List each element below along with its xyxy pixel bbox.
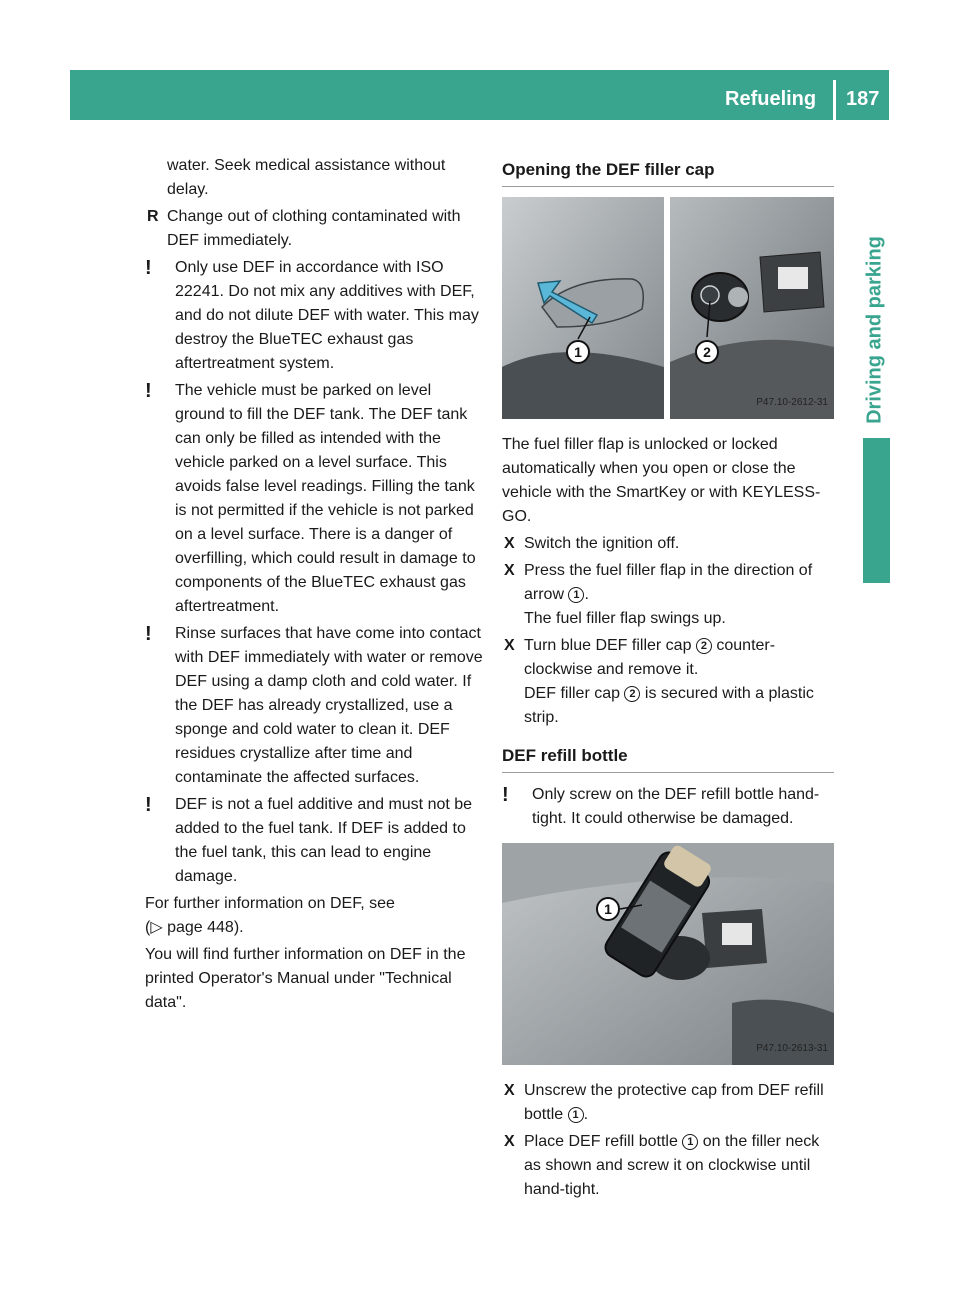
info-paragraph: You will find further information on DEF in the printed Operator's Manual under "Technical data". <box>145 946 466 1011</box>
callout-ref: 2 <box>624 686 640 702</box>
warning-icon: ! <box>145 623 152 645</box>
warning-text: DEF is not a fuel additive and must not be added to the fuel tank. If DEF is added to the fuel tank, this can lead to engine damage. <box>175 796 473 885</box>
left-column <box>145 154 485 1018</box>
figure-def-filler-cap <box>502 197 834 419</box>
warning-text: The vehicle must be parked on level ground to fill the DEF tank. The DEF tank can only be filled as intended with the vehicle parked on a level surface. This avoids false level readings. Filling the tank is not permitted if the vehicle is not parked on a level surface. There is a danger of overfilling, which could result in damage to components of the BlueTEC exhaust gas aftertreatment. <box>175 382 476 615</box>
figure-def-refill-bottle <box>502 843 834 1065</box>
warning-text: Only screw on the DEF refill bottle hand-tight. It could otherwise be damaged. <box>532 786 820 827</box>
page-reference-link[interactable] <box>145 916 485 940</box>
step-item <box>502 634 834 730</box>
step-text: Unscrew the protective cap from DEF refill bottle <box>524 1082 824 1123</box>
page-ref-text: page 448). <box>162 919 244 936</box>
reference-paragraph <box>145 892 485 940</box>
warning-icon: ! <box>145 380 152 402</box>
warning-text: Only use DEF in accordance with ISO 22241. Do not mix any additives with DEF, and do not dilute DEF with water. This may destroy the BlueTEC exhaust gas aftertreatment system. <box>175 259 479 372</box>
bullet-item <box>145 205 485 253</box>
step-text: Place DEF refill bottle <box>524 1133 683 1150</box>
header-divider <box>833 80 836 120</box>
step-marker: X <box>504 1082 515 1099</box>
continued-paragraph: water. Seek medical assistance without delay. <box>167 157 446 198</box>
step-item <box>502 559 834 631</box>
callout-ref: 1 <box>568 1107 584 1123</box>
right-column <box>502 154 834 1205</box>
step-text: Press the fuel filler flap in the direction of arrow <box>524 562 813 603</box>
step-result: The fuel filler flap swings up. <box>524 610 726 627</box>
step-item <box>502 1130 834 1202</box>
bullet-text: Change out of clothing contaminated with DEF immediately. <box>167 208 461 249</box>
step-item <box>502 1079 834 1127</box>
page-number: 187 <box>846 88 880 110</box>
warning-icon: ! <box>502 784 509 806</box>
chapter-side-tab <box>860 236 890 424</box>
callout-ref: 2 <box>696 638 712 654</box>
refill-bottle-illustration <box>502 843 834 1065</box>
warning-text: Rinse surfaces that have come into contact with DEF immediately with water or remove DEF using a damp cloth and cold water. If the DEF has already crystallized, use a sponge and cold water to clean it. DEF residues crystallize after time and contaminate the affected surfaces. <box>175 625 483 786</box>
step-result-text-end: is secured with a plastic strip. <box>524 685 814 726</box>
step-item <box>502 532 834 556</box>
section-heading: DEF refill bottle <box>502 744 834 773</box>
warning-icon: ! <box>145 257 152 279</box>
step-text: Turn blue DEF filler cap <box>524 637 696 654</box>
step-marker: X <box>504 637 515 654</box>
step-marker: X <box>504 535 515 552</box>
car-flap-illustration <box>502 197 834 419</box>
step-marker: X <box>504 1133 515 1150</box>
callout-ref: 1 <box>682 1134 698 1150</box>
step-text-end: . <box>583 1106 589 1123</box>
step-text-end: on the filler neck as shown and screw it on clockwise until hand-tight. <box>524 1133 820 1198</box>
chapter-color-block <box>863 438 890 583</box>
chapter-label: Driving and parking <box>863 236 886 424</box>
intro-paragraph: The fuel filler flap is unlocked or locked automatically when you open or close the vehicle with the SmartKey or with KEYLESS-GO. <box>502 436 821 525</box>
figure-callout-1: 1 <box>596 897 620 921</box>
page-ref-arrow-icon: ▷ <box>150 919 163 936</box>
reference-text: For further information on DEF, see <box>145 895 395 912</box>
warning-icon: ! <box>145 794 152 816</box>
warning-note <box>145 256 485 376</box>
step-marker: X <box>504 562 515 579</box>
figure-code: P47.10-2612-31 <box>756 397 828 408</box>
warning-note <box>502 783 834 831</box>
page-section-title: Refueling <box>725 88 817 110</box>
warning-note <box>145 793 485 889</box>
figure-callout-1: 1 <box>566 340 590 364</box>
callout-ref: 1 <box>568 587 584 603</box>
warning-note <box>145 379 485 619</box>
section-heading: Opening the DEF filler cap <box>502 158 834 187</box>
figure-code: P47.10-2613-31 <box>756 1043 828 1054</box>
figure-callout-2: 2 <box>695 340 719 364</box>
warning-note <box>145 622 485 790</box>
step-result-text: DEF filler cap <box>524 685 625 702</box>
step-result <box>524 682 834 730</box>
paren: ( <box>145 919 151 936</box>
step-text: Switch the ignition off. <box>524 535 680 552</box>
step-text-end: counter-clockwise and remove it. <box>524 637 776 678</box>
bullet-marker: R <box>147 208 159 225</box>
step-text-end: . <box>584 586 589 603</box>
